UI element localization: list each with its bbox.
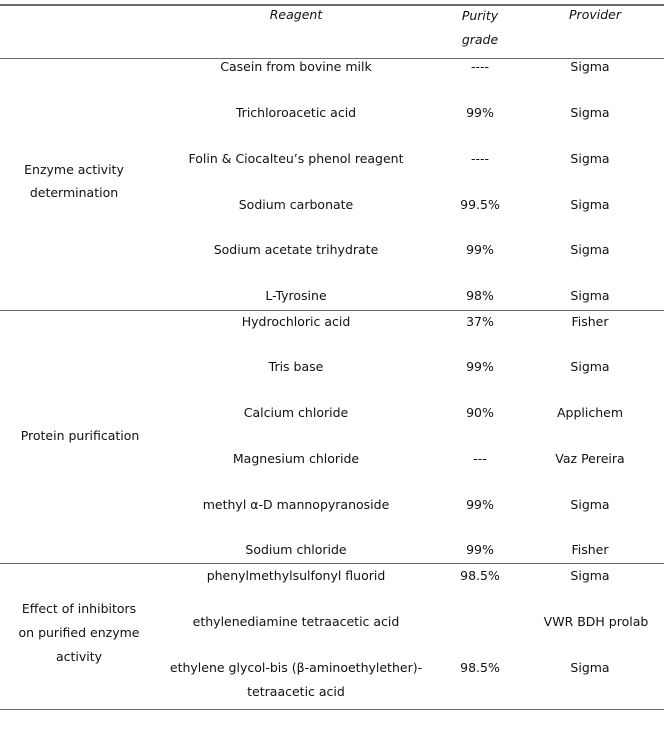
category-label: activity — [55, 649, 103, 664]
category-label: determination — [29, 185, 119, 200]
purity-cell: 99% — [466, 497, 494, 512]
category-label: Enzyme activity — [24, 162, 124, 177]
category-label: Protein purification — [20, 428, 140, 443]
reagent-cell: Calcium chloride — [243, 405, 349, 420]
provider-cell: Sigma — [570, 242, 610, 257]
table-top-rule — [0, 4, 664, 6]
provider-cell: Vaz Pereira — [555, 451, 625, 466]
purity-cell: 37% — [466, 314, 494, 329]
purity-cell: 99% — [466, 105, 494, 120]
reagent-cell: methyl α-D mannopyranoside — [202, 497, 390, 512]
reagent-cell: Trichloroacetic acid — [235, 105, 357, 120]
reagent-cell: ethylene glycol-bis (β-aminoethylether)- — [169, 660, 423, 675]
purity-cell: 99% — [466, 542, 494, 557]
provider-cell: Sigma — [570, 288, 610, 303]
reagent-cell: Sodium chloride — [245, 542, 347, 557]
provider-cell: Sigma — [570, 105, 610, 120]
table-bottom-rule — [0, 709, 664, 710]
category-label: Effect of inhibitors — [21, 601, 137, 616]
provider-cell: VWR BDH prolab — [543, 614, 649, 629]
provider-cell: Sigma — [570, 660, 610, 675]
reagent-cell: L-Tyrosine — [265, 288, 327, 303]
purity-cell: ---- — [470, 59, 490, 74]
provider-cell: Sigma — [570, 151, 610, 166]
purity-cell: 90% — [466, 405, 494, 420]
reagent-cell: Casein from bovine milk — [220, 59, 372, 74]
purity-cell: 99% — [466, 359, 494, 374]
provider-cell: Sigma — [570, 497, 610, 512]
purity-cell: 99.5% — [460, 197, 500, 212]
provider-cell: Sigma — [570, 59, 610, 74]
header-purity-line1: Purity — [461, 8, 499, 23]
header-reagent: Reagent — [269, 7, 323, 22]
reagent-cell: Hydrochloric acid — [241, 314, 351, 329]
purity-cell: --- — [473, 451, 487, 466]
category-label: on purified enzyme — [18, 625, 140, 640]
reagent-cell: Sodium acetate trihydrate — [213, 242, 379, 257]
group-rule-2 — [0, 563, 664, 564]
header-purity-line2: grade — [461, 32, 499, 47]
provider-cell: Sigma — [570, 359, 610, 374]
reagent-cell: Tris base — [268, 359, 324, 374]
reagent-cell: Folin & Ciocalteu’s phenol reagent — [188, 151, 404, 166]
group-rule-1 — [0, 310, 664, 311]
purity-cell: 98% — [466, 288, 494, 303]
provider-cell: Applichem — [556, 405, 624, 420]
provider-cell: Fisher — [571, 314, 609, 329]
reagent-cell: Sodium carbonate — [238, 197, 354, 212]
reagent-cell: tetraacetic acid — [247, 684, 345, 699]
header-provider: Provider — [569, 7, 621, 22]
provider-cell: Sigma — [570, 197, 610, 212]
provider-cell: Fisher — [571, 542, 609, 557]
purity-cell: 98.5% — [460, 568, 500, 583]
provider-cell: Sigma — [570, 568, 610, 583]
reagent-cell: Magnesium chloride — [232, 451, 360, 466]
reagent-cell: phenylmethylsulfonyl fluorid — [206, 568, 386, 583]
purity-cell: 99% — [466, 242, 494, 257]
reagent-cell: ethylenediamine tetraacetic acid — [192, 614, 400, 629]
purity-cell: ---- — [470, 151, 490, 166]
purity-cell: 98.5% — [460, 660, 500, 675]
